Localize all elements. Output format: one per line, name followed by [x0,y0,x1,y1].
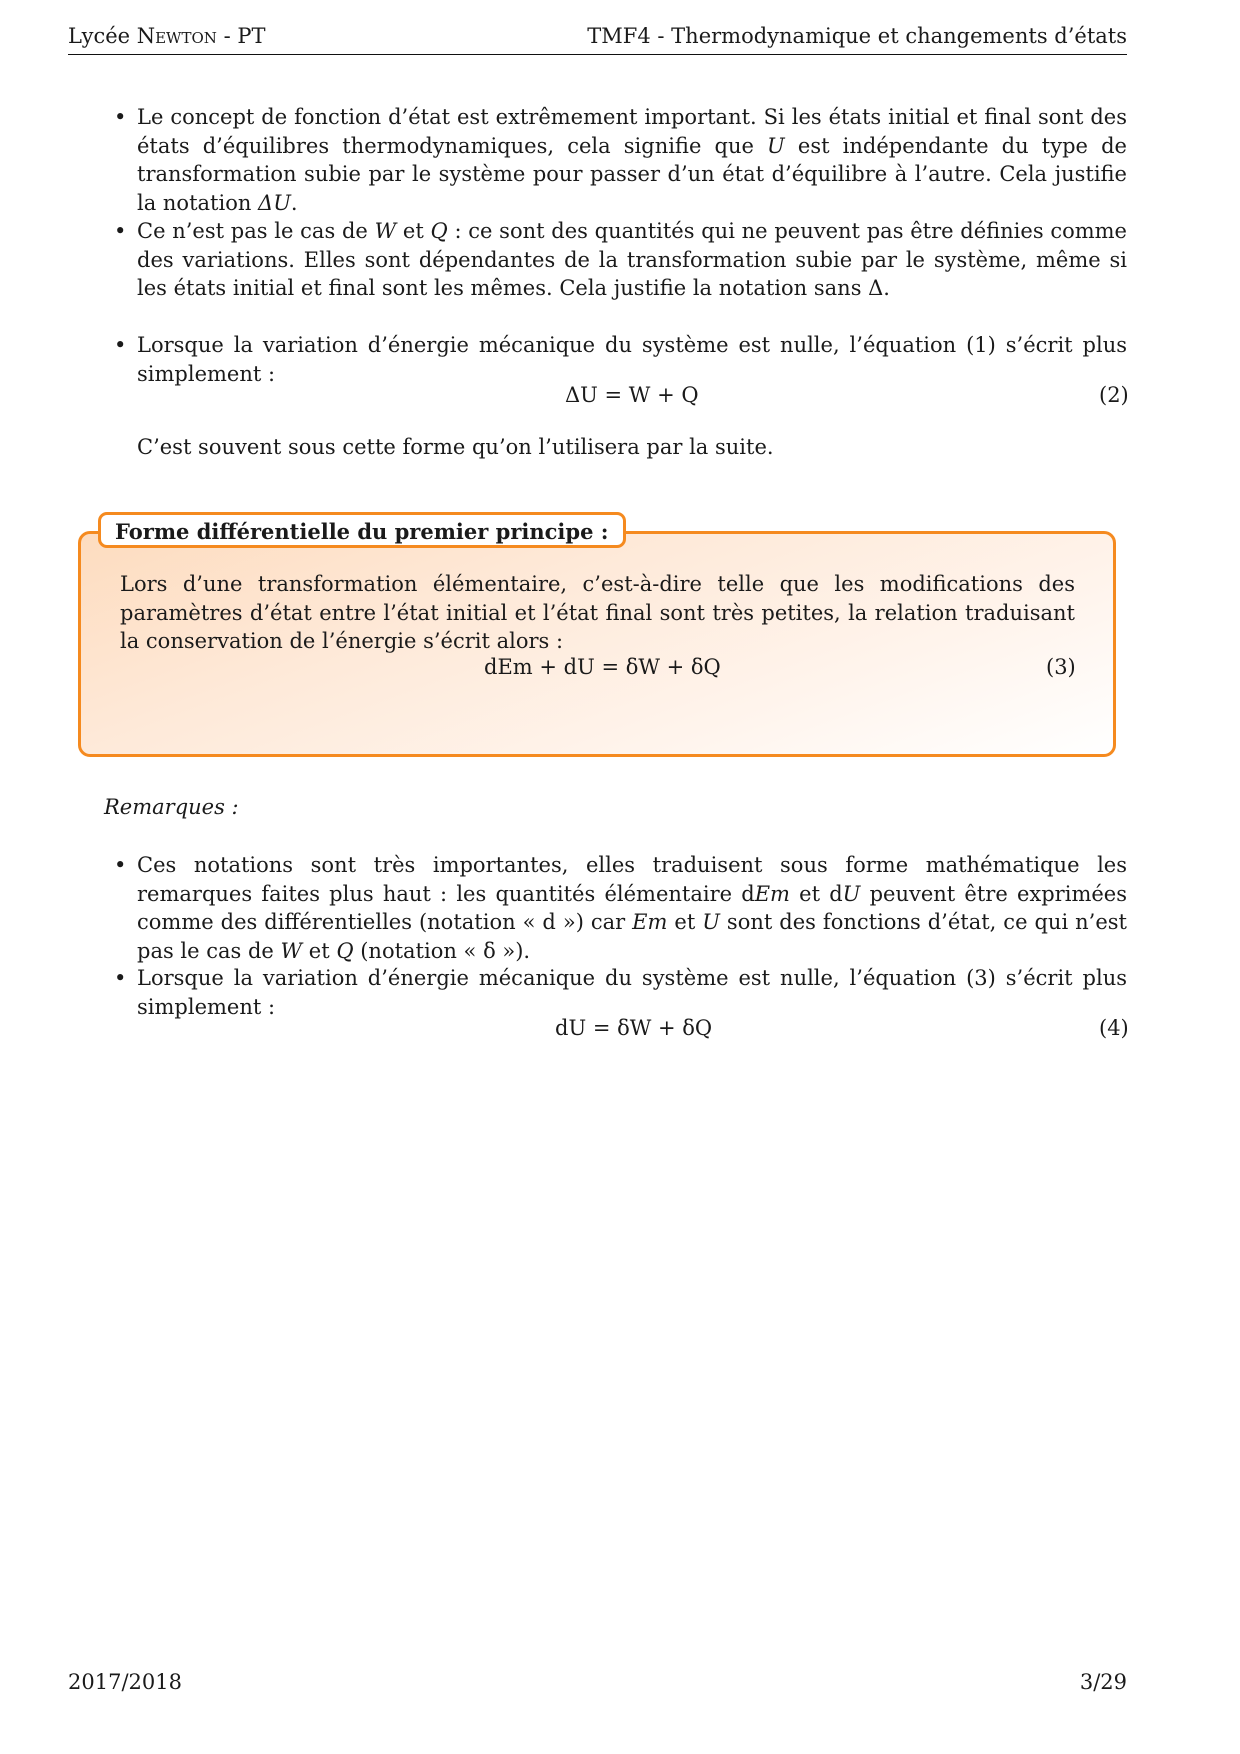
bullet-icon: • [114,853,127,877]
list-item-text: Lorsque la variation d’énergie mécanique du système est nulle, l’équation (3) s’écrit plus simplement : [137,966,1127,1019]
header-school: Lycée Newton - PT [68,24,266,48]
list-item-text: Lorsque la variation d’énergie mécanique du système est nulle, l’équation (1) s’écrit plus simplement : [137,333,1127,386]
equation-3-number: (3) [1046,655,1076,679]
footer-page-number: 3/29 [1079,1670,1127,1694]
definition-box-title: Forme différentielle du premier principe : [98,512,626,548]
equation-4-number: (4) [1099,1016,1129,1040]
equation-3: dEm + dU = δW + δQ [484,655,721,679]
list-item [114,964,1127,1021]
bullet-icon: • [114,105,127,129]
list-item-text: Le concept de fonction d’état est extrêmement important. Si les états initial et final sont des états d’équilibres thermodynamiques, cela signifie que U est indépendante du type de transformation subie par le système pour passer d’un état d’équilibre à l’autre. Cela justifie la notation ΔU. [137,105,1127,215]
bullet-icon: • [114,333,127,357]
page-header [68,22,1127,55]
equation-4: dU = δW + δQ [555,1016,713,1040]
paragraph: C’est souvent sous cette forme qu’on l’utilisera par la suite. [137,435,774,459]
header-chapter: TMF4 - Thermodynamique et changements d’états [587,24,1127,48]
definition-box-text: Lors d’une transformation élémentaire, c’est-à-dire telle que les modifications des paramètres d’état entre l’état initial et l’état final sont très petites, la relation traduisant la conservation de l’énergie s’écrit alors : [120,572,1075,653]
list-item [114,217,1127,303]
list-item [114,331,1127,388]
list-item [114,851,1127,965]
equation-2: ΔU = W + Q [565,383,699,407]
footer-year: 2017/2018 [68,1670,182,1694]
list-item-text: Ce n’est pas le cas de W et Q : ce sont des quantités qui ne peuvent pas être définies comme des variations. Elles sont dépendantes de la transformation subie par le système, même si les états initial et final sont les mêmes. Cela justifie la notation sans Δ. [137,219,1127,300]
equation-2-number: (2) [1099,383,1129,407]
list-item [114,103,1127,217]
list-item-text: Ces notations sont très importantes, elles traduisent sous forme mathématique les remarques faites plus haut : les quantités élémentaire dEm et dU peuvent être exprimées comme des différentielles (notation « d ») car Em et U sont des fonctions d’état, ce qui n’est pas le cas de W et Q (notation « δ »). [137,853,1127,963]
remarques-heading: Remarques : [104,795,239,819]
bullet-icon: • [114,219,127,243]
bullet-icon: • [114,966,127,990]
